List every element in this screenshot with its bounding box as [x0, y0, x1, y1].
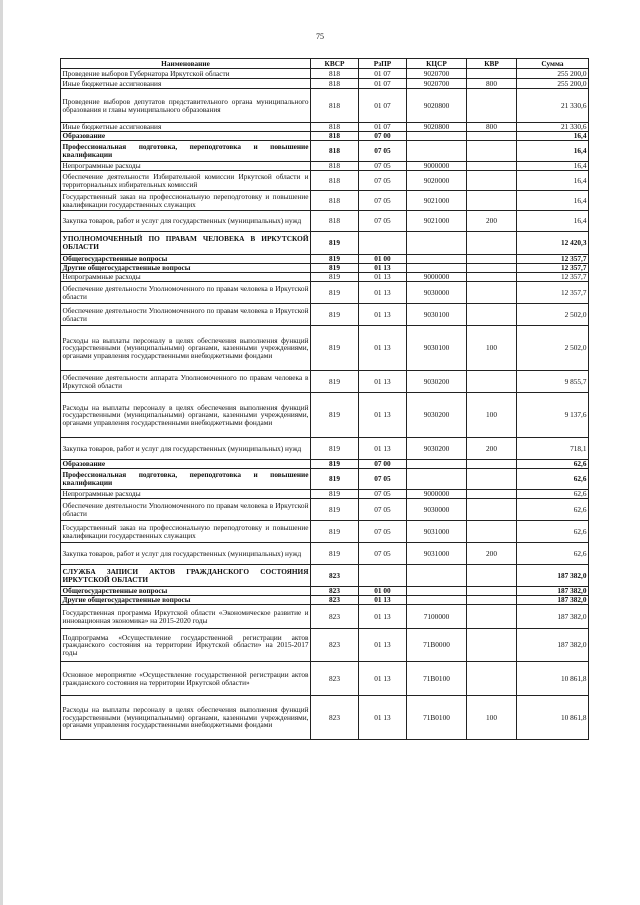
row-rzpr: 01 07 [359, 69, 407, 79]
table-row [61, 211, 589, 232]
row-kcsr: 9030000 [407, 282, 467, 304]
row-sum: 62,6 [517, 543, 589, 565]
table-row [61, 282, 589, 304]
row-rzpr: 07 05 [359, 171, 407, 191]
row-sum: 16,4 [517, 132, 589, 141]
row-name: Иные бюджетные ассигнования [61, 79, 311, 89]
row-rzpr: 07 05 [359, 469, 407, 490]
row-sum: 2 502,0 [517, 326, 589, 371]
row-sum: 62,6 [517, 490, 589, 499]
row-sum: 62,6 [517, 499, 589, 521]
row-rzpr: 01 13 [359, 273, 407, 282]
row-sum: 62,6 [517, 521, 589, 543]
row-sum: 10 861,8 [517, 662, 589, 696]
row-sum: 21 330,6 [517, 89, 589, 123]
row-kcsr: 9030000 [407, 499, 467, 521]
row-kcsr: 9030200 [407, 371, 467, 393]
row-name: Подпрограмма «Осуществление государственной регистрации актов гражданского состояния на территории Иркутской области» на 2015-2017 годы [61, 629, 311, 662]
row-sum: 16,4 [517, 171, 589, 191]
row-rzpr: 01 07 [359, 79, 407, 89]
table-row [61, 255, 589, 264]
row-name: Проведение выборов Губернатора Иркутской области [61, 69, 311, 79]
table-row [61, 89, 589, 123]
row-rzpr: 01 13 [359, 662, 407, 696]
table-row [61, 499, 589, 521]
row-kcsr [407, 460, 467, 469]
row-sum: 21 330,6 [517, 123, 589, 132]
row-rzpr: 07 05 [359, 191, 407, 211]
table-row [61, 565, 589, 587]
table-row [61, 521, 589, 543]
row-sum: 16,4 [517, 162, 589, 171]
row-kvsr: 819 [311, 264, 359, 273]
row-name: УПОЛНОМОЧЕННЫЙ ПО ПРАВАМ ЧЕЛОВЕКА В ИРКУТСКОЙ ОБЛАСТИ [61, 232, 311, 255]
row-kvr [467, 371, 517, 393]
table-row [61, 69, 589, 79]
row-kcsr: 9020800 [407, 123, 467, 132]
row-sum: 62,6 [517, 460, 589, 469]
row-name: Обеспечение деятельности аппарата Уполномоченного по правам человека в Иркутской области [61, 371, 311, 393]
row-kvsr: 823 [311, 662, 359, 696]
row-kvr [467, 141, 517, 162]
row-kvsr: 823 [311, 605, 359, 629]
row-sum: 16,4 [517, 141, 589, 162]
row-kcsr [407, 596, 467, 605]
table-row [61, 371, 589, 393]
row-kvsr: 819 [311, 393, 359, 438]
row-kvr: 800 [467, 123, 517, 132]
row-kvsr: 819 [311, 469, 359, 490]
row-sum: 12 420,3 [517, 232, 589, 255]
row-sum: 187 382,0 [517, 596, 589, 605]
row-kcsr: 9000000 [407, 162, 467, 171]
row-rzpr: 01 07 [359, 123, 407, 132]
row-kvr [467, 171, 517, 191]
row-kvr [467, 255, 517, 264]
row-sum: 12 357,7 [517, 282, 589, 304]
row-name: Обеспечение деятельности Уполномоченного по правам человека в Иркутской области [61, 499, 311, 521]
table-row [61, 696, 589, 740]
row-kvsr: 819 [311, 438, 359, 460]
row-sum: 12 357,7 [517, 255, 589, 264]
row-name: Основное мероприятие «Осуществление государственной регистрации актов гражданского состояния на территории Иркутской области» [61, 662, 311, 696]
row-kcsr [407, 264, 467, 273]
row-rzpr: 01 13 [359, 629, 407, 662]
row-rzpr: 01 00 [359, 587, 407, 596]
row-sum: 12 357,7 [517, 273, 589, 282]
row-name: Другие общегосударственные вопросы [61, 264, 311, 273]
row-name: Обеспечение деятельности Уполномоченного по правам человека в Иркутской области [61, 304, 311, 326]
table-row [61, 393, 589, 438]
row-kvr: 100 [467, 696, 517, 740]
row-kcsr [407, 587, 467, 596]
table-row [61, 171, 589, 191]
row-rzpr: 01 13 [359, 696, 407, 740]
scan-edge [0, 0, 3, 905]
row-rzpr: 07 05 [359, 211, 407, 232]
row-kvr [467, 587, 517, 596]
row-kvr [467, 629, 517, 662]
row-name: Расходы на выплаты персоналу в целях обеспечения выполнения функций государственными (муниципальными) органами, казенными учреждениями, органами управления государственными внебюджетными фондами [61, 326, 311, 371]
row-rzpr: 01 13 [359, 282, 407, 304]
row-kvr: 800 [467, 79, 517, 89]
row-kcsr: 9031000 [407, 543, 467, 565]
row-kvsr: 823 [311, 696, 359, 740]
row-kcsr: 9030100 [407, 304, 467, 326]
table-row [61, 662, 589, 696]
row-kcsr: 9000000 [407, 273, 467, 282]
row-kvsr: 818 [311, 132, 359, 141]
row-name: Непрограммные расходы [61, 162, 311, 171]
table-row [61, 460, 589, 469]
row-sum: 187 382,0 [517, 629, 589, 662]
row-rzpr: 01 13 [359, 596, 407, 605]
row-name: СЛУЖБА ЗАПИСИ АКТОВ ГРАЖДАНСКОГО СОСТОЯНИЯ ИРКУТСКОЙ ОБЛАСТИ [61, 565, 311, 587]
header-name: Наименование [61, 59, 311, 69]
table-row [61, 438, 589, 460]
row-name: Общегосударственные вопросы [61, 255, 311, 264]
row-sum: 9 855,7 [517, 371, 589, 393]
row-kvsr: 818 [311, 162, 359, 171]
row-kvr: 200 [467, 438, 517, 460]
row-name: Государственная программа Иркутской области «Экономическое развитие и инновационная экономика» на 2015-2020 годы [61, 605, 311, 629]
row-kcsr: 9030200 [407, 438, 467, 460]
row-rzpr: 01 13 [359, 393, 407, 438]
row-kcsr: 9030100 [407, 326, 467, 371]
row-kvsr: 818 [311, 211, 359, 232]
row-rzpr: 07 00 [359, 132, 407, 141]
row-sum: 187 382,0 [517, 565, 589, 587]
row-rzpr: 07 00 [359, 460, 407, 469]
row-rzpr: 07 05 [359, 543, 407, 565]
row-rzpr: 01 13 [359, 438, 407, 460]
row-kvsr: 819 [311, 521, 359, 543]
row-kvr [467, 132, 517, 141]
row-kvsr: 818 [311, 191, 359, 211]
table-row [61, 191, 589, 211]
header-kvr: КВР [467, 59, 517, 69]
table-row [61, 141, 589, 162]
row-name: Непрограммные расходы [61, 490, 311, 499]
row-sum: 10 861,8 [517, 696, 589, 740]
table-row [61, 596, 589, 605]
row-kvsr: 823 [311, 596, 359, 605]
row-rzpr: 01 07 [359, 89, 407, 123]
row-kvsr: 818 [311, 171, 359, 191]
row-name: Непрограммные расходы [61, 273, 311, 282]
row-kvr [467, 69, 517, 79]
row-kvsr: 819 [311, 543, 359, 565]
table-body [61, 69, 589, 740]
table-row [61, 605, 589, 629]
row-sum: 16,4 [517, 211, 589, 232]
row-name: Общегосударственные вопросы [61, 587, 311, 596]
row-kvr: 100 [467, 393, 517, 438]
table-row [61, 629, 589, 662]
table-row [61, 490, 589, 499]
row-kvsr: 819 [311, 490, 359, 499]
row-kvsr: 819 [311, 499, 359, 521]
row-kvsr: 823 [311, 629, 359, 662]
row-kvsr: 823 [311, 565, 359, 587]
row-kvr [467, 490, 517, 499]
page-number: 75 [316, 32, 324, 41]
row-kcsr: 71В0100 [407, 662, 467, 696]
row-kvr [467, 304, 517, 326]
row-kcsr: 9030200 [407, 393, 467, 438]
row-kvr [467, 162, 517, 171]
row-name: Иные бюджетные ассигнования [61, 123, 311, 132]
row-kcsr: 9021000 [407, 211, 467, 232]
row-rzpr: 01 13 [359, 264, 407, 273]
row-rzpr: 01 13 [359, 605, 407, 629]
row-rzpr: 01 13 [359, 304, 407, 326]
table-row [61, 587, 589, 596]
row-kvsr: 818 [311, 123, 359, 132]
row-name: Образование [61, 460, 311, 469]
row-kvr [467, 521, 517, 543]
row-kvr [467, 565, 517, 587]
row-name: Образование [61, 132, 311, 141]
row-kcsr: 9020800 [407, 89, 467, 123]
row-kvsr: 819 [311, 371, 359, 393]
table-row [61, 264, 589, 273]
row-kvr [467, 662, 517, 696]
row-kvr [467, 499, 517, 521]
row-name: Расходы на выплаты персоналу в целях обеспечения выполнения функций государственными (муниципальными) органами, казенными учреждениями, органами управления государственными внебюджетными фондами [61, 393, 311, 438]
row-name: Государственный заказ на профессиональную переподготовку и повышение квалификации государственных служащих [61, 521, 311, 543]
row-name: Закупка товаров, работ и услуг для государственных (муниципальных) нужд [61, 543, 311, 565]
row-kvsr: 823 [311, 587, 359, 596]
row-kcsr: 9020700 [407, 79, 467, 89]
table-row [61, 79, 589, 89]
row-kvsr: 819 [311, 326, 359, 371]
row-rzpr: 07 05 [359, 499, 407, 521]
row-name: Профессиональная подготовка, переподготовка и повышение квалификации [61, 469, 311, 490]
row-kcsr [407, 141, 467, 162]
row-kcsr: 9020700 [407, 69, 467, 79]
row-kcsr: 9000000 [407, 490, 467, 499]
row-kvsr: 818 [311, 141, 359, 162]
row-name: Обеспечение деятельности Уполномоченного по правам человека в Иркутской области [61, 282, 311, 304]
header-kvsr: КВСР [311, 59, 359, 69]
row-name: Расходы на выплаты персоналу в целях обеспечения выполнения функций государственными (муниципальными) органами, казенными учреждениями, органами управления государственными внебюджетными фондами [61, 696, 311, 740]
row-kcsr [407, 132, 467, 141]
row-rzpr: 01 00 [359, 255, 407, 264]
row-name: Закупка товаров, работ и услуг для государственных (муниципальных) нужд [61, 211, 311, 232]
row-name: Профессиональная подготовка, переподготовка и повышение квалификации [61, 141, 311, 162]
table-row [61, 273, 589, 282]
table-row [61, 469, 589, 490]
row-kcsr: 9031000 [407, 521, 467, 543]
row-kcsr: 71В0100 [407, 696, 467, 740]
table-row [61, 543, 589, 565]
row-sum: 187 382,0 [517, 587, 589, 596]
row-sum: 2 502,0 [517, 304, 589, 326]
table-row [61, 132, 589, 141]
row-kvr [467, 469, 517, 490]
row-name: Обеспечение деятельности Избирательной комиссии Иркутской области и территориальных избирательных комиссий [62, 171, 309, 189]
row-kcsr: 9020000 [407, 171, 467, 191]
row-kcsr [407, 232, 467, 255]
row-rzpr [359, 565, 407, 587]
row-kvr [467, 605, 517, 629]
header-rzpr: РзПР [359, 59, 407, 69]
table-row [61, 123, 589, 132]
table-row [61, 304, 589, 326]
row-sum: 16,4 [517, 191, 589, 211]
row-kvr: 200 [467, 211, 517, 232]
row-rzpr: 07 05 [359, 521, 407, 543]
row-name: Государственный заказ на профессиональную переподготовку и повышение квалификации государственных служащих [62, 191, 309, 209]
row-rzpr: 01 13 [359, 326, 407, 371]
row-kvr [467, 264, 517, 273]
row-kvr [467, 282, 517, 304]
row-kvr [467, 89, 517, 123]
row-sum: 187 382,0 [517, 605, 589, 629]
row-name: Другие общегосударственные вопросы [61, 596, 311, 605]
header-kcsr: КЦСР [407, 59, 467, 69]
row-kvsr: 818 [311, 89, 359, 123]
table-row [61, 232, 589, 255]
row-kcsr [407, 565, 467, 587]
row-sum: 255 200,0 [517, 69, 589, 79]
row-kvr [467, 596, 517, 605]
row-kvsr: 818 [311, 79, 359, 89]
row-sum: 718,1 [517, 438, 589, 460]
row-kcsr [407, 255, 467, 264]
table-row [61, 162, 589, 171]
row-kvr: 200 [467, 543, 517, 565]
row-name: Закупка товаров, работ и услуг для государственных (муниципальных) нужд [61, 438, 311, 460]
row-kvr [467, 191, 517, 211]
row-kvsr: 819 [311, 255, 359, 264]
row-kvsr: 819 [311, 304, 359, 326]
row-kcsr [407, 469, 467, 490]
row-kvsr: 819 [311, 232, 359, 255]
row-kvr [467, 232, 517, 255]
row-kvsr: 819 [311, 273, 359, 282]
row-sum: 12 357,7 [517, 264, 589, 273]
row-kcsr: 71В0000 [407, 629, 467, 662]
row-kvsr: 818 [311, 69, 359, 79]
row-rzpr [359, 232, 407, 255]
header-sum: Сумма [517, 59, 589, 69]
row-sum: 255 200,0 [517, 79, 589, 89]
row-kcsr: 9021000 [407, 191, 467, 211]
row-sum: 62,6 [517, 469, 589, 490]
row-kvr: 100 [467, 326, 517, 371]
row-kvr [467, 460, 517, 469]
row-rzpr: 07 05 [359, 490, 407, 499]
row-rzpr: 07 05 [359, 162, 407, 171]
row-kvsr: 819 [311, 460, 359, 469]
row-kcsr: 7100000 [407, 605, 467, 629]
row-kvr [467, 273, 517, 282]
row-rzpr: 01 13 [359, 371, 407, 393]
budget-table [60, 58, 589, 740]
table-header-row [61, 59, 589, 69]
row-sum: 9 137,6 [517, 393, 589, 438]
row-rzpr: 07 05 [359, 141, 407, 162]
row-kvsr: 819 [311, 282, 359, 304]
row-name: Проведение выборов депутатов представительного органа муниципального образования и главы муниципального образования [61, 89, 311, 123]
table-row [61, 326, 589, 371]
